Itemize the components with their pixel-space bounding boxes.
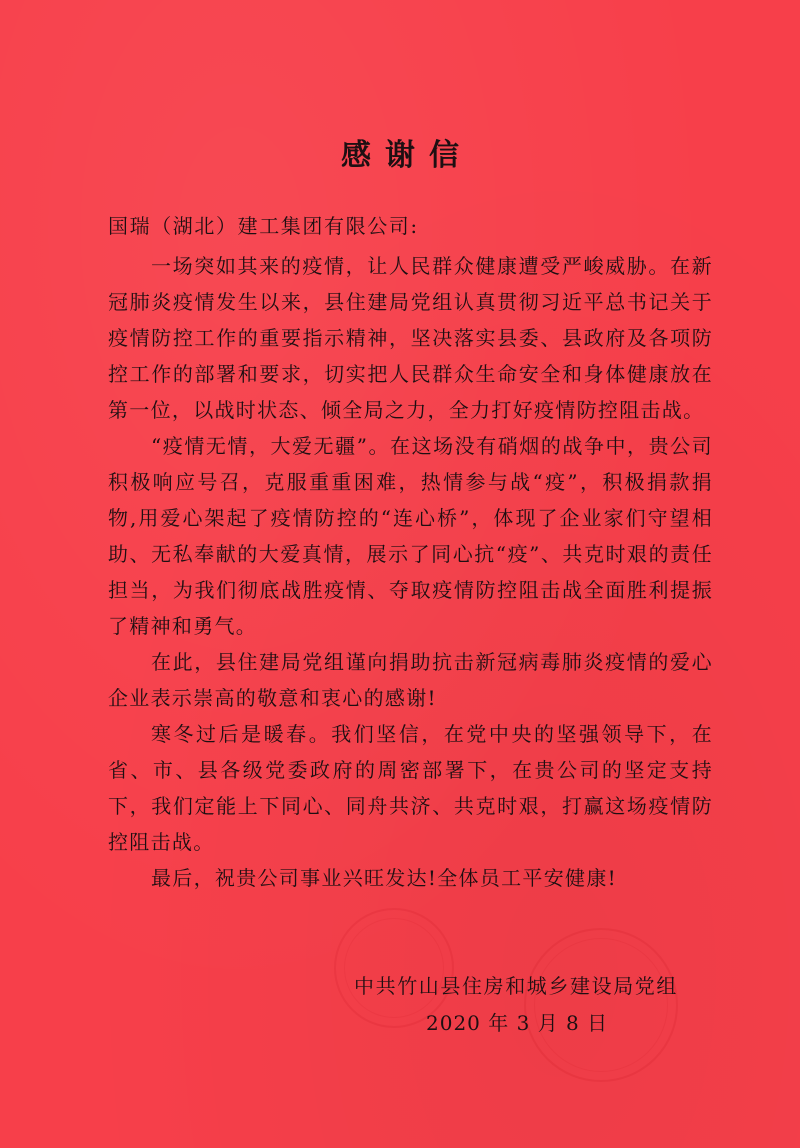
body-paragraph: 最后，祝贵公司事业兴旺发达!全体员工平安健康! [151, 866, 617, 890]
body-paragraph: 一场突如其来的疫情，让人民群众健康遭受严峻威胁。在新冠肺炎疫情发生以来，县住建局党组认真贯彻习近平总书记关于疫情防控工作的重要指示精神，坚决落实县委、县政府及各项防控工作的部署和要求，切实把人民群众生命安全和身体健康放在第一位，以战时状态、倾全局之力，全力打好疫情防控阻击战。 [108, 254, 713, 422]
letter-body [108, 248, 713, 896]
salutation: 国瑞（湖北）建工集团有限公司: [108, 214, 419, 238]
body-paragraph: “疫情无情，大爱无疆”。在这场没有硝烟的战争中，贵公司积极响应号召，克服重重困难，热情参与战“疫”，积极捐款捐物,用爱心架起了疫情防控的“连心桥”，体现了企业家们守望相助、无私奉献的大爱真情，展示了同心抗“疫”、共克时艰的责任担当，为我们彻底战胜疫情、夺取疫情防控阻击战全面胜利提振了精神和勇气。 [108, 434, 713, 638]
letter-date: 2020 年 3 月 8 日 [426, 1011, 609, 1035]
letter-title: 感谢信 [341, 138, 473, 173]
signature: 中共竹山县住房和城乡建设局党组 [354, 974, 678, 998]
body-paragraph: 在此，县住建局党组谨向捐助抗击新冠病毒肺炎疫情的爱心企业表示崇高的敬意和衷心的感谢! [108, 650, 713, 710]
body-paragraph: 寒冬过后是暖春。我们坚信，在党中央的坚强领导下，在省、市、县各级党委政府的周密部署下，在贵公司的坚定支持下，我们定能上下同心、同舟共济、共克时艰，打赢这场疫情防控阻击战。 [108, 722, 713, 854]
